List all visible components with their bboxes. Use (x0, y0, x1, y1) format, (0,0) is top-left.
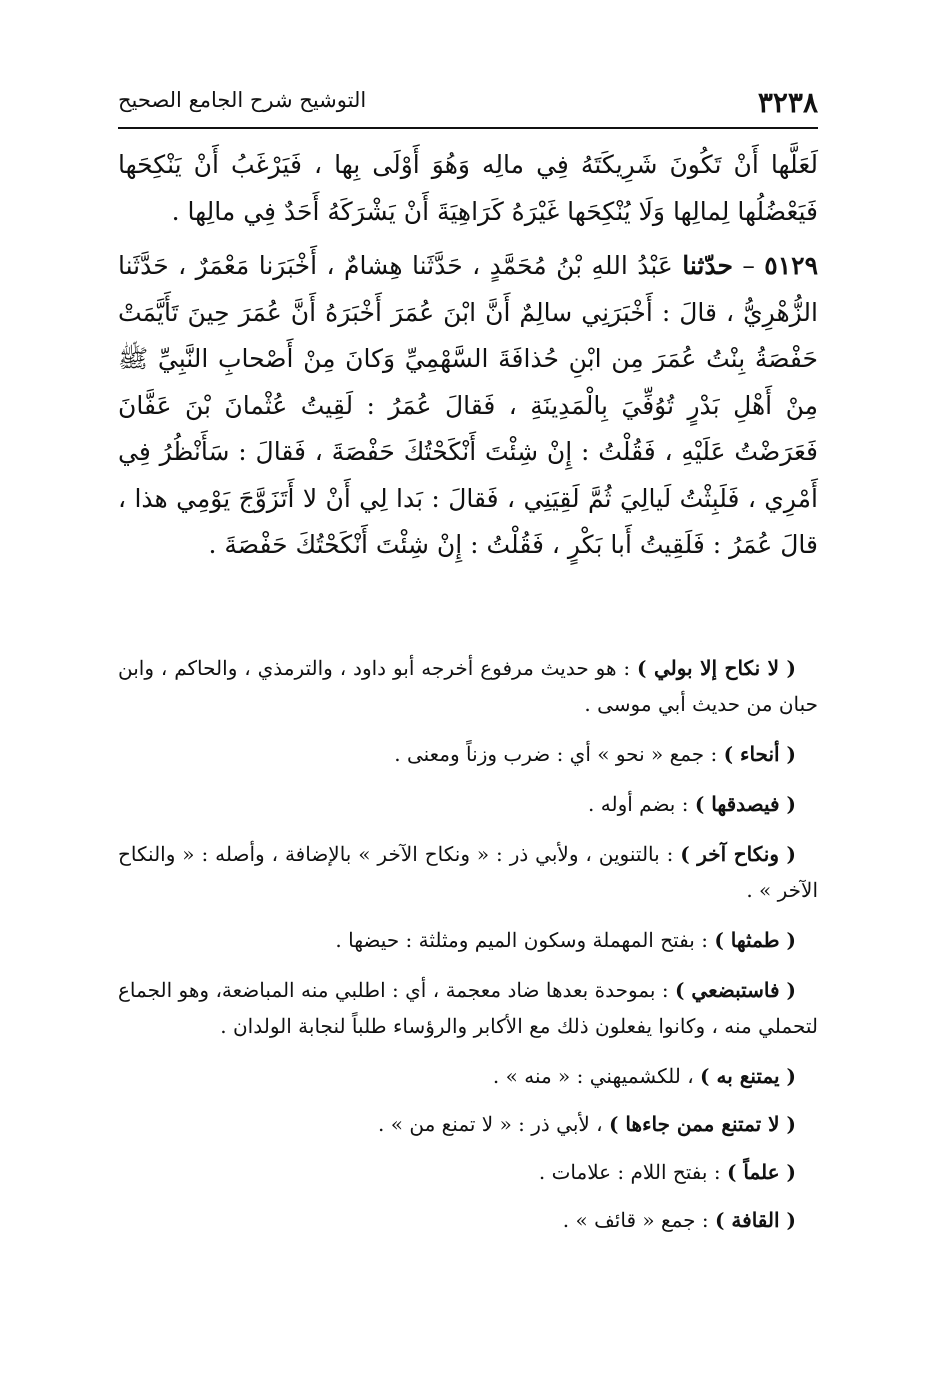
hadith-opening: حدّثنا (682, 251, 733, 280)
commentary-text: : بفتح اللام : علامات . (538, 1160, 727, 1184)
commentary-entry (118, 1058, 818, 1094)
commentary-text: : بفتح المهملة وسكون الميم ومثلثة : حيضها . (335, 928, 715, 952)
commentary-text: ، لأبي ذر : « لا تمنع من » . (378, 1112, 609, 1136)
commentary-text: : جمع « نحو » أي : ضرب وزناً ومعنى . (394, 742, 724, 766)
commentary-entry (118, 650, 818, 722)
page-number: ٣٢٣٨ (757, 86, 818, 119)
commentary-term: ( ونكاح آخر ) (680, 842, 796, 866)
commentary-entry (118, 922, 818, 958)
commentary-term: ( طمثها ) (714, 928, 796, 952)
commentary-term: ( يمتنع به ) (700, 1064, 796, 1088)
commentary-text: : بضم أوله . (588, 792, 695, 816)
commentary-term: ( لا تمتنع ممن جاءها ) (609, 1112, 796, 1136)
commentary-term: ( القافة ) (715, 1208, 796, 1232)
hadith-text (118, 142, 818, 569)
page-header (118, 84, 818, 124)
commentary-text: : بالتنوين ، ولأبي ذر : « ونكاح الآخر » بالإضافة ، وأصله : « والنكاح الآخر » . (118, 842, 818, 902)
commentary-entry (118, 1154, 818, 1190)
commentary-text: ، للكشميهني : « منه » . (492, 1064, 701, 1088)
hadith-body: عَبْدُ اللهِ بْنُ مُحَمَّدٍ ، حَدَّثَنا هِشامٌ ، أَخْبَرَنا مَعْمَرٌ ، حَدَّثَنا الزُّهْرِيُّ ، قالَ : أَخْبَرَنِي سالِمٌ أَنَّ ابْنَ عُمَرَ أَخْبَرَهُ أَنَّ عُمَرَ حِينَ تَأَيَّمَتْ حَفْصَةُ بِنْتُ عُمَرَ مِن ابْنِ حُذافَةَ السَّهْمِيِّ وَكانَ مِنْ أَصْحابِ النَّبِيِّ ﷺ مِنْ أَهْلِ بَدْرٍ تُوُفِّيَ بِالْمَدِينَةِ ، فَقالَ عُمَرُ : لَقِيتُ عُثْمانَ بْنَ عَفَّانَ فَعَرَضْتُ عَلَيْهِ ، فَقُلْتُ : إِنْ شِئْتَ أَنْكَحْتُكَ حَفْصَةَ ، فَقالَ : سَأَنْظُرُ فِي أَمْرِي ، فَلَبِثْتُ لَيالِيَ ثُمَّ لَقِيَنِي ، فَقالَ : بَدا لِي أَنْ لا أَتَزَوَّجَ يَوْمِي هذا ، قالَ عُمَرُ : فَلَقِيتُ أَبا بَكْرٍ ، فَقُلْتُ : إِنْ شِئْتَ أَنْكَحْتُكَ حَفْصَةَ . (118, 251, 818, 559)
commentary-section (118, 650, 818, 1250)
commentary-term: ( فاستبضعي ) (674, 978, 797, 1002)
commentary-entry (118, 786, 818, 822)
hadith-continuation: لَعَلَّها أَنْ تَكُونَ شَرِيكَتَهُ فِي مالِه وَهُوَ أَوْلَى بِها ، فَيَرْغَبُ أَنْ يَنْكِحَها فَيَعْضُلُها لِمالِها وَلَا يُنْكِحَها غَيْرَهُ كَرَاهِيَةَ أَنْ يَشْرَكَهُ أَحَدٌ فِي مالِها . (118, 150, 818, 226)
commentary-entry (118, 736, 818, 772)
commentary-text: : جمع « قائف » . (562, 1208, 715, 1232)
header-rule (118, 127, 818, 129)
commentary-term: ( لا نكاح إلا بولي ) (637, 656, 797, 680)
commentary-text: : بموحدة بعدها ضاد معجمة ، أي : اطلبي منه المباضعة، وهو الجماع لتحملي منه ، وكانوا يفعلون ذلك مع الأكابر والرؤساء طلباً لنجابة الولدان . (118, 978, 818, 1038)
commentary-term: ( أنحاء ) (723, 742, 796, 766)
commentary-entry (118, 1202, 818, 1238)
hadith-paragraph (118, 243, 818, 569)
commentary-text: : هو حديث مرفوع أخرجه أبو داود ، والترمذي ، والحاكم ، وابن حبان من حديث أبي موسى . (118, 656, 818, 716)
commentary-entry (118, 1106, 818, 1142)
commentary-term: ( فيصدقها ) (694, 792, 796, 816)
hadith-dash: – (732, 251, 765, 280)
commentary-entry (118, 972, 818, 1044)
commentary-entry (118, 836, 818, 908)
hadith-number: ٥١٢٩ (764, 251, 818, 280)
commentary-term: ( علماً ) (726, 1160, 796, 1184)
running-title: التوشيح شرح الجامع الصحيح (118, 88, 367, 112)
